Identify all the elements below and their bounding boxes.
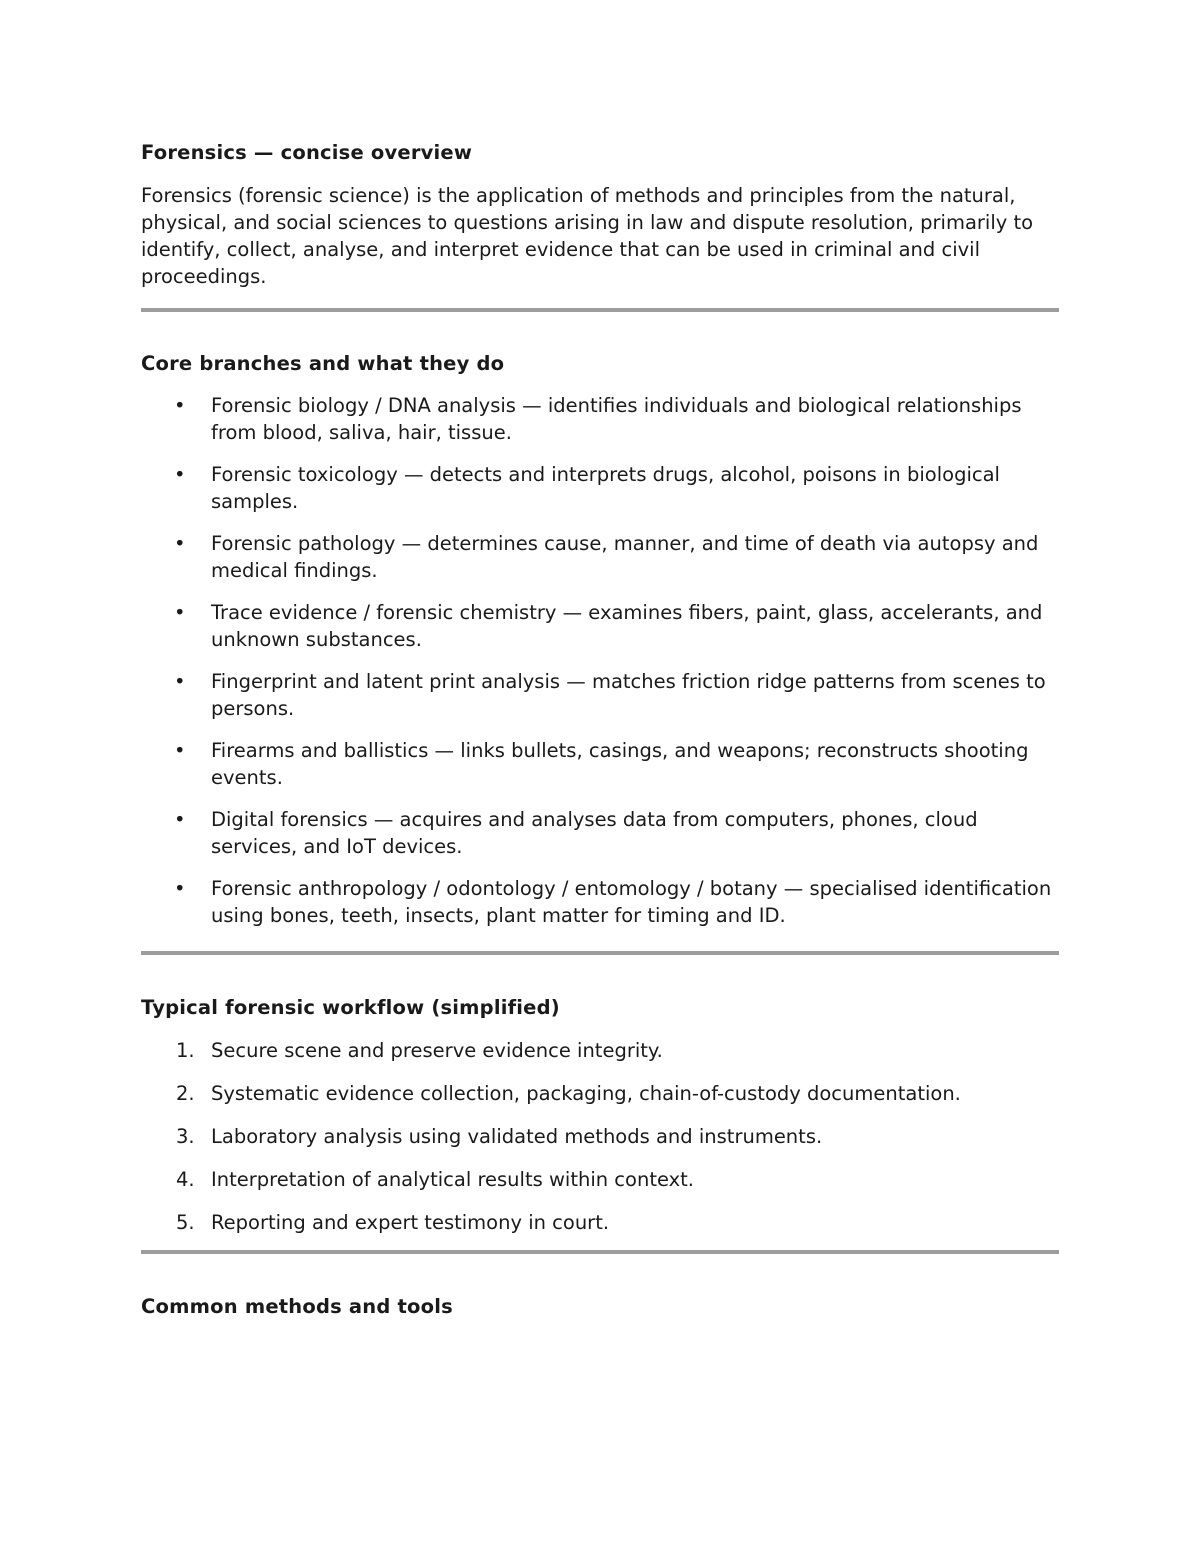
bullet-icon: • xyxy=(174,394,186,417)
branches-section xyxy=(141,351,1059,929)
list-item: 3. Laboratory analysis using validated methods and instruments. xyxy=(176,1125,823,1148)
list-item: • Forensic pathology — determines cause, manner, and time of death via autopsy and medical findings. xyxy=(174,532,1039,582)
workflow-heading: Typical forensic workflow (simplified) xyxy=(141,996,560,1019)
list-item: • Forensic biology / DNA analysis — identifies individuals and biological relationships from blood, saliva, hair, tissue. xyxy=(174,394,1022,444)
branches-heading: Core branches and what they do xyxy=(141,352,505,375)
section-divider xyxy=(141,1250,1059,1254)
intro-paragraph: Forensics (forensic science) is the application of methods and principles from the natural, physical, and social sciences to questions arising in law and dispute resolution, primarily to identify, collect, analyse, and interpret evidence that can be used in criminal and civil proceedings. xyxy=(141,184,1034,288)
list-item: 1. Secure scene and preserve evidence integrity. xyxy=(176,1039,663,1062)
methods-section xyxy=(141,1294,1059,1320)
bullet-icon: • xyxy=(174,532,186,555)
bullet-icon: • xyxy=(174,877,186,900)
section-divider xyxy=(141,951,1059,955)
list-item: • Fingerprint and latent print analysis — matches friction ridge patterns from scenes to persons. xyxy=(174,670,1046,720)
bullet-icon: • xyxy=(174,739,186,762)
list-item: • Firearms and ballistics — links bullets, casings, and weapons; reconstructs shooting events. xyxy=(174,739,1029,789)
list-item: • Digital forensics — acquires and analyses data from computers, phones, cloud services, and IoT devices. xyxy=(174,808,978,858)
branches-list xyxy=(141,392,1059,929)
overview-section xyxy=(141,140,1059,290)
workflow-section xyxy=(141,995,1059,1236)
list-item: 4. Interpretation of analytical results within context. xyxy=(176,1168,695,1191)
page-title: Forensics — concise overview xyxy=(141,141,473,164)
list-item: • Trace evidence / forensic chemistry — examines fibers, paint, glass, accelerants, and unknown substances. xyxy=(174,601,1043,651)
bullet-icon: • xyxy=(174,808,186,831)
workflow-steps xyxy=(141,1037,1059,1236)
section-divider xyxy=(141,308,1059,312)
list-item: • Forensic anthropology / odontology / entomology / botany — specialised identification using bones, teeth, insects, plant matter for timing and ID. xyxy=(174,877,1052,927)
bullet-icon: • xyxy=(174,601,186,624)
list-item: 2. Systematic evidence collection, packaging, chain-of-custody documentation. xyxy=(176,1082,961,1105)
bullet-icon: • xyxy=(174,670,186,693)
methods-heading: Common methods and tools xyxy=(141,1295,453,1318)
list-item: • Forensic toxicology — detects and interprets drugs, alcohol, poisons in biological samples. xyxy=(174,463,1000,513)
list-item: 5. Reporting and expert testimony in court. xyxy=(176,1211,610,1234)
bullet-icon: • xyxy=(174,463,186,486)
